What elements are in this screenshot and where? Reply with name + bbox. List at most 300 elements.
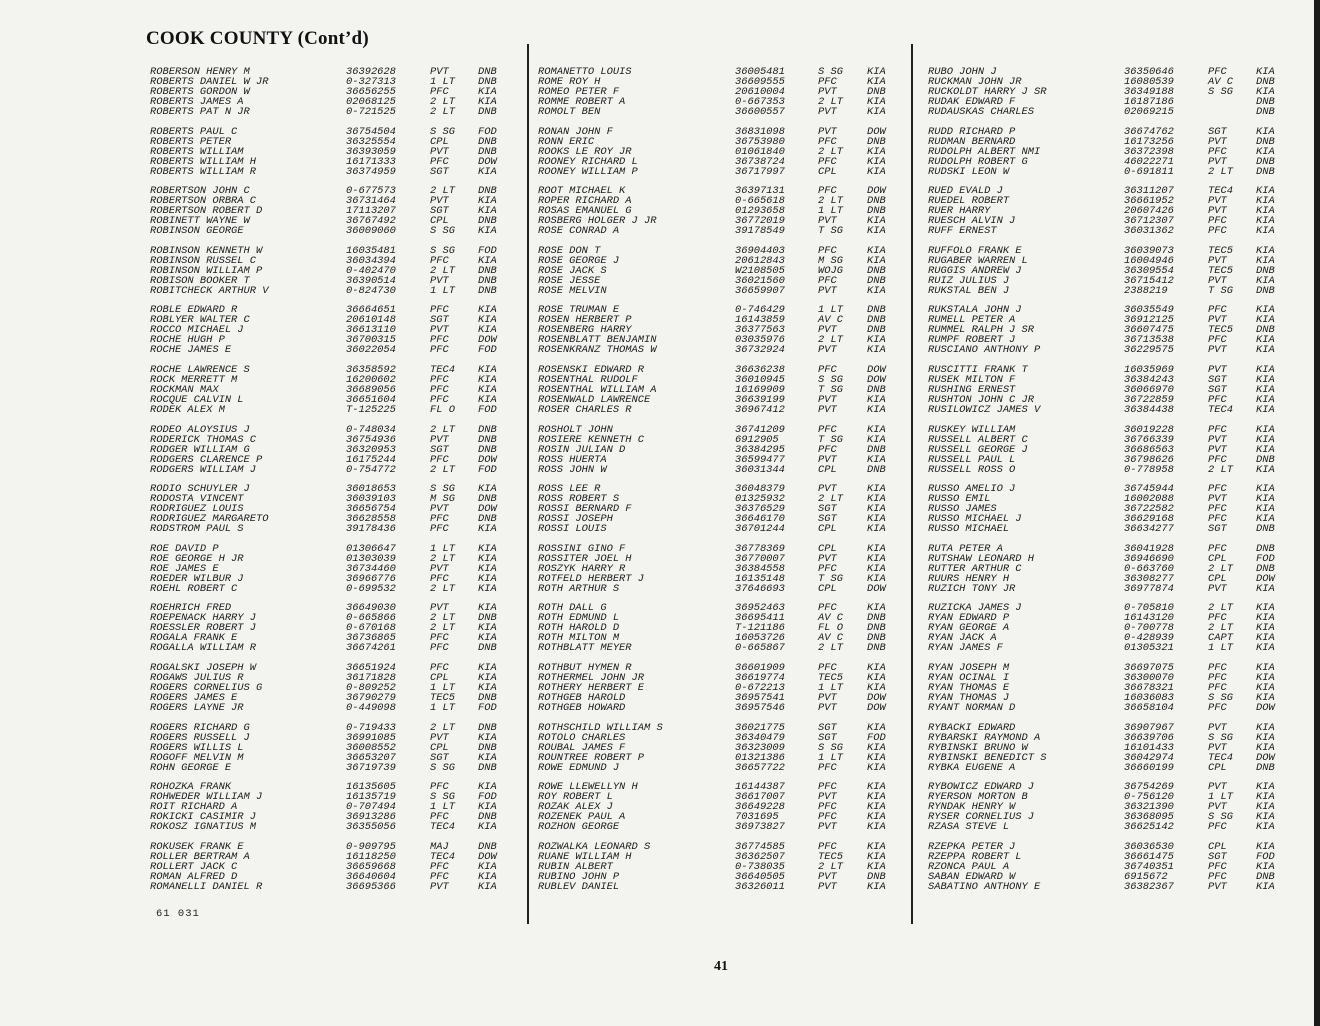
status-code: KIA <box>1256 493 1275 506</box>
soldier-name: ROGAWS JULIUS R <box>150 671 244 684</box>
rank: FL O <box>818 622 843 635</box>
soldier-name: ROLLER BERTRAM A <box>150 850 250 863</box>
soldier-name: ROBERTS WILLIAM H <box>150 155 257 168</box>
rank: T SG <box>1208 284 1233 297</box>
serial-number: 16118250 <box>346 850 396 863</box>
serial-number: 36384295 <box>735 443 785 456</box>
status-code: DNB <box>867 135 886 148</box>
rank: SGT <box>1208 850 1227 863</box>
status-code: DNB <box>867 443 886 456</box>
status-code: KIA <box>1256 582 1275 595</box>
soldier-name: ROTHBLATT MEYER <box>538 642 632 655</box>
serial-number: 16144387 <box>735 781 785 794</box>
serial-number: 36617007 <box>735 791 785 804</box>
rank: PVT <box>1208 135 1227 148</box>
serial-number: 20610004 <box>735 86 785 98</box>
serial-number: 36661475 <box>1124 850 1174 863</box>
status-code: DNB <box>478 443 497 456</box>
rank: PVT <box>818 86 837 98</box>
serial-number: 36695366 <box>346 880 396 893</box>
rank: 1 LT <box>430 801 455 814</box>
status-code: KIA <box>478 542 497 555</box>
rank: PFC <box>818 562 837 575</box>
soldier-name: ROME ROY H <box>538 76 601 88</box>
serial-number: 16035969 <box>1124 363 1174 376</box>
soldier-name: ROGERS RUSSELL J <box>150 731 250 744</box>
serial-number: 6915672 <box>1124 870 1168 883</box>
rank: CPL <box>430 215 449 228</box>
soldier-name: RUZICH TONY JR <box>928 582 1016 595</box>
rank: 1 LT <box>430 701 455 714</box>
status-code: KIA <box>1256 632 1275 645</box>
rank: PFC <box>430 661 449 674</box>
soldier-name: ROTHERY HERBERT E <box>538 681 645 694</box>
rank: TEC4 <box>1208 185 1233 198</box>
serial-number: 36325554 <box>346 135 396 148</box>
status-code: KIA <box>1256 373 1275 386</box>
status-code: DOW <box>478 850 497 863</box>
soldier-name: RUDOLPH ROBERT G <box>928 155 1028 168</box>
rank: PVT <box>818 393 837 406</box>
status-code: KIA <box>1256 363 1275 376</box>
rank: PFC <box>818 244 837 257</box>
rank: TEC4 <box>1208 403 1233 416</box>
serial-number: 01305321 <box>1124 642 1174 655</box>
status-code: KIA <box>478 165 497 178</box>
status-code: KIA <box>478 731 497 744</box>
rank: T SG <box>818 572 843 585</box>
soldier-name: RUBINO JOHN P <box>538 870 620 883</box>
serial-number: 36066970 <box>1124 383 1174 396</box>
status-code: KIA <box>1256 423 1275 436</box>
rank: S SG <box>818 741 843 754</box>
soldier-name: RUSSO MICHAEL <box>928 523 1010 536</box>
serial-number: 20607426 <box>1124 205 1174 218</box>
status-code: KIA <box>478 582 497 595</box>
status-code: DNB <box>478 811 497 824</box>
status-code: KIA <box>867 840 886 853</box>
serial-number: 0-707494 <box>346 801 396 814</box>
serial-number: 36653207 <box>346 751 396 764</box>
status-code: KIA <box>1256 721 1275 734</box>
status-code: DNB <box>1256 562 1275 575</box>
soldier-name: ROTH DALL G <box>538 602 607 615</box>
status-code: KIA <box>1256 671 1275 684</box>
status-code: DNB <box>478 135 497 148</box>
status-code: DNB <box>478 612 497 625</box>
serial-number: 0-756120 <box>1124 791 1174 804</box>
rank: PFC <box>1208 860 1227 873</box>
serial-number: 01293658 <box>735 205 785 218</box>
soldier-name: RYERSON MORTON B <box>928 791 1028 804</box>
rank: SGT <box>818 731 837 744</box>
serial-number: 39178436 <box>346 523 396 536</box>
serial-number: 36674261 <box>346 642 396 655</box>
serial-number: 36340479 <box>735 731 785 744</box>
status-code: KIA <box>867 821 886 834</box>
status-code: DNB <box>1256 453 1275 466</box>
rank: 2 LT <box>430 582 455 595</box>
status-code: DNB <box>867 324 886 337</box>
serial-number: 0-778958 <box>1124 463 1174 476</box>
soldier-name: RUESCH ALVIN J <box>928 215 1016 228</box>
serial-number: 36309554 <box>1124 264 1174 277</box>
soldier-name: RODGERS CLARENCE P <box>150 453 263 466</box>
serial-number: 20612843 <box>735 254 785 267</box>
serial-number: 36719739 <box>346 761 396 774</box>
status-code: KIA <box>867 155 886 168</box>
serial-number: 0-327313 <box>346 76 396 88</box>
soldier-name: ROSE DON T <box>538 244 601 257</box>
soldier-name: RUMMEL RALPH J SR <box>928 324 1035 337</box>
soldier-name: ROSENSKI EDWARD R <box>538 363 645 376</box>
page-number: 41 <box>714 959 728 974</box>
soldier-name: RUDAK EDWARD F <box>928 96 1016 108</box>
rank: S SG <box>430 125 455 138</box>
rank: PVT <box>1208 205 1227 218</box>
rank: TEC5 <box>430 691 455 704</box>
soldier-name: ROSENKRANZ THOMAS W <box>538 344 657 357</box>
status-code: DOW <box>478 155 497 168</box>
rank: PFC <box>430 870 449 883</box>
soldier-name: RUZICKA JAMES J <box>928 602 1022 615</box>
soldier-name: ROCCO MICHAEL J <box>150 324 244 337</box>
serial-number: 0-670168 <box>346 622 396 635</box>
soldier-name: RUBLEV DANIEL <box>538 880 620 893</box>
status-code: KIA <box>867 215 886 228</box>
soldier-name: RYAN OCINAL I <box>928 671 1010 684</box>
status-code: KIA <box>1256 314 1275 327</box>
rank: S SG <box>430 225 455 238</box>
serial-number: 36042974 <box>1124 751 1174 764</box>
serial-number: 36713538 <box>1124 334 1174 347</box>
rank: PVT <box>430 145 449 158</box>
status-code: KIA <box>867 562 886 575</box>
soldier-name: RUKSTAL BEN J <box>928 284 1010 297</box>
soldier-name: ROSSITER JOEL H <box>538 552 632 565</box>
status-code: KIA <box>1256 443 1275 456</box>
soldier-name: RODRIGUEZ MARGARETO <box>150 513 269 526</box>
rank: PVT <box>818 483 837 496</box>
rank: PVT <box>1208 314 1227 327</box>
soldier-name: RODERICK THOMAS C <box>150 433 257 446</box>
serial-number: 36774585 <box>735 840 785 853</box>
rank: PFC <box>430 523 449 536</box>
serial-number: 01325932 <box>735 493 785 506</box>
rank: PFC <box>430 373 449 386</box>
status-code: KIA <box>1256 304 1275 317</box>
soldier-name: ROBERTS PETER <box>150 135 232 148</box>
serial-number: 36754504 <box>346 125 396 138</box>
serial-number: 36646170 <box>735 513 785 526</box>
status-code: FOD <box>867 731 886 744</box>
soldier-name: ROWE EDMUND J <box>538 761 620 774</box>
soldier-name: ROBERTSON JOHN C <box>150 185 250 198</box>
rank: CPL <box>430 741 449 754</box>
status-code: KIA <box>1256 483 1275 496</box>
soldier-name: RODOSTA VINCENT <box>150 493 244 506</box>
soldier-name: ROCHE HUGH P <box>150 334 225 347</box>
rank: PVT <box>1208 880 1227 893</box>
rank: PFC <box>430 393 449 406</box>
rank: PFC <box>1208 66 1227 78</box>
rank: PVT <box>1208 582 1227 595</box>
status-code: KIA <box>867 661 886 674</box>
status-code: KIA <box>1256 811 1275 824</box>
scan-edge <box>1314 0 1320 1026</box>
serial-number: 36368095 <box>1124 811 1174 824</box>
soldier-name: ROSSINI GINO F <box>538 542 626 555</box>
serial-number: 36904403 <box>735 244 785 257</box>
rank: CPL <box>1208 761 1227 774</box>
serial-number: 36697075 <box>1124 661 1174 674</box>
soldier-name: ROGERS WILLIS L <box>150 741 244 754</box>
status-code: DNB <box>1256 264 1275 277</box>
rank: TEC4 <box>1208 751 1233 764</box>
rank: PFC <box>430 383 449 396</box>
serial-number: 36651924 <box>346 661 396 674</box>
soldier-name: ROTOLO CHARLES <box>538 731 626 744</box>
serial-number: 36754936 <box>346 433 396 446</box>
rank: CPL <box>818 542 837 555</box>
serial-number: 17113207 <box>346 205 396 218</box>
status-code: DNB <box>867 383 886 396</box>
serial-number: 36384558 <box>735 562 785 575</box>
status-code: KIA <box>478 483 497 496</box>
status-code: DNB <box>867 86 886 98</box>
serial-number: 36035549 <box>1124 304 1174 317</box>
rank: PFC <box>430 860 449 873</box>
soldier-name: RUTTER ARTHUR C <box>928 562 1022 575</box>
soldier-name: RYAN GEORGE A <box>928 622 1010 635</box>
rank: CPL <box>818 165 837 178</box>
status-code: DNB <box>867 612 886 625</box>
rank: PVT <box>430 602 449 615</box>
status-code: DOW <box>867 373 886 386</box>
rank: PVT <box>1208 363 1227 376</box>
soldier-name: ROOT MICHAEL K <box>538 185 626 198</box>
rank: 1 LT <box>818 751 843 764</box>
status-code: DNB <box>478 106 497 118</box>
soldier-name: ROKICKI CASIMIR J <box>150 811 257 824</box>
serial-number: 0-754772 <box>346 463 396 476</box>
soldier-name: RODRIGUEZ LOUIS <box>150 503 244 516</box>
status-code: KIA <box>867 334 886 347</box>
soldier-name: RUGABER WARREN L <box>928 254 1028 267</box>
status-code: KIA <box>478 363 497 376</box>
serial-number: 36619774 <box>735 671 785 684</box>
soldier-name: RUSCIANO ANTHONY P <box>928 344 1041 357</box>
serial-number: 36973827 <box>735 821 785 834</box>
soldier-name: ROGALA FRANK E <box>150 632 238 645</box>
status-code: DNB <box>1256 284 1275 297</box>
soldier-name: ROBERTS DANIEL W JR <box>150 76 269 88</box>
column-divider-left <box>527 44 529 924</box>
serial-number: 36022054 <box>346 344 396 357</box>
rank: PFC <box>1208 612 1227 625</box>
serial-number: 36323009 <box>735 741 785 754</box>
rank: S SG <box>430 791 455 804</box>
status-code: KIA <box>1256 125 1275 138</box>
soldier-name: ROSS LEE R <box>538 483 601 496</box>
status-code: KIA <box>1256 225 1275 238</box>
rank: 2 LT <box>1208 562 1233 575</box>
rank: 1 LT <box>430 681 455 694</box>
soldier-name: ROUNTREE ROBERT P <box>538 751 645 764</box>
status-code: DNB <box>1256 106 1275 118</box>
status-code: KIA <box>478 86 497 98</box>
status-code: KIA <box>478 304 497 317</box>
rank: 2 LT <box>1208 602 1233 615</box>
serial-number: 36678321 <box>1124 681 1174 694</box>
soldier-name: ROKUSEK FRANK E <box>150 840 244 853</box>
status-code: KIA <box>867 542 886 555</box>
status-code: DNB <box>1256 165 1275 178</box>
rank: PFC <box>818 155 837 168</box>
soldier-name: RUIZ JULIUS J <box>928 274 1010 287</box>
soldier-name: ROBERTS PAT N JR <box>150 106 250 118</box>
status-code: KIA <box>867 145 886 158</box>
serial-number: 01321386 <box>735 751 785 764</box>
soldier-name: ROEDER WILBUR J <box>150 572 244 585</box>
soldier-name: RUDMAN BERNARD <box>928 135 1016 148</box>
serial-number: 36018653 <box>346 483 396 496</box>
soldier-name: RUSSO MICHAEL J <box>928 513 1022 526</box>
status-code: KIA <box>867 811 886 824</box>
soldier-name: ROTH ARTHUR S <box>538 582 620 595</box>
rank: S SG <box>1208 811 1233 824</box>
status-code: KIA <box>867 225 886 238</box>
status-code: DNB <box>867 264 886 277</box>
serial-number: 36967412 <box>735 403 785 416</box>
rank: CPL <box>818 463 837 476</box>
status-code: KIA <box>1256 781 1275 794</box>
rank: PVT <box>1208 741 1227 754</box>
soldier-name: ROBINSON RUSSEL C <box>150 254 257 267</box>
soldier-name: RUBIN ALBERT <box>538 860 613 873</box>
serial-number: 36308277 <box>1124 572 1174 585</box>
soldier-name: RZASA STEVE L <box>928 821 1010 834</box>
rank: PVT <box>1208 443 1227 456</box>
rank: 1 LT <box>430 542 455 555</box>
serial-number: 36390514 <box>346 274 396 287</box>
rank: 2 LT <box>818 642 843 655</box>
serial-number: 36912125 <box>1124 314 1174 327</box>
status-code: DNB <box>478 215 497 228</box>
soldier-name: ROBINSON GEORGE <box>150 225 244 238</box>
status-code: KIA <box>867 244 886 257</box>
soldier-name: RUMPF ROBERT J <box>928 334 1016 347</box>
serial-number: 36008552 <box>346 741 396 754</box>
serial-number: 36019228 <box>1124 423 1174 436</box>
status-code: DNB <box>1256 324 1275 337</box>
soldier-name: ROBITCHECK ARTHUR V <box>150 284 269 297</box>
soldier-name: ROSIN JULIAN D <box>538 443 626 456</box>
soldier-name: ROZENEK PAUL A <box>538 811 626 824</box>
soldier-name: ROSS HUERTA <box>538 453 607 466</box>
rank: PVT <box>430 433 449 446</box>
soldier-name: ROGERS JAMES E <box>150 691 238 704</box>
status-code: KIA <box>867 721 886 734</box>
rank: PFC <box>1208 453 1227 466</box>
rank: S SG <box>1208 86 1233 98</box>
rank: PFC <box>430 453 449 466</box>
serial-number: 20610148 <box>346 314 396 327</box>
status-code: KIA <box>1256 801 1275 814</box>
rank: PFC <box>430 334 449 347</box>
rank: TEC5 <box>818 850 843 863</box>
serial-number: 16036083 <box>1124 691 1174 704</box>
rank: 2 LT <box>818 860 843 873</box>
status-code: DNB <box>867 195 886 208</box>
rank: PVT <box>430 880 449 893</box>
serial-number: 39178549 <box>735 225 785 238</box>
serial-number: 36659668 <box>346 860 396 873</box>
soldier-name: ROHOZKA FRANK <box>150 781 232 794</box>
serial-number: 0-665867 <box>735 642 785 655</box>
soldier-name: RYBARSKI RAYMOND A <box>928 731 1041 744</box>
serial-number: 36657722 <box>735 761 785 774</box>
rank: PVT <box>430 324 449 337</box>
soldier-name: ROHN GEORGE E <box>150 761 232 774</box>
rank: SGT <box>430 751 449 764</box>
soldier-name: ROSHOLT JOHN <box>538 423 613 436</box>
serial-number: 36946690 <box>1124 552 1174 565</box>
rank: PFC <box>430 304 449 317</box>
status-code: KIA <box>478 96 497 108</box>
status-code: KIA <box>1256 791 1275 804</box>
serial-number: 16135719 <box>346 791 396 804</box>
soldier-name: ROGOFF MELVIN M <box>150 751 244 764</box>
status-code: DNB <box>478 433 497 446</box>
soldier-name: RUFF ERNEST <box>928 225 997 238</box>
rank: SGT <box>818 721 837 734</box>
soldier-name: RONAN JOHN F <box>538 125 613 138</box>
serial-number: 01306647 <box>346 542 396 555</box>
status-code: DNB <box>867 622 886 635</box>
status-code: KIA <box>478 801 497 814</box>
serial-number: 36660199 <box>1124 761 1174 774</box>
status-code: DNB <box>867 632 886 645</box>
soldier-name: RUDSKI LEON W <box>928 165 1010 178</box>
rank: PFC <box>430 572 449 585</box>
rank: 1 LT <box>430 76 455 88</box>
status-code: DNB <box>478 66 497 78</box>
status-code: DNB <box>478 493 497 506</box>
soldier-name: ROY ROBERT L <box>538 791 613 804</box>
soldier-name: RZEPKA PETER J <box>928 840 1016 853</box>
serial-number: 36376529 <box>735 503 785 516</box>
status-code: KIA <box>867 403 886 416</box>
status-code: KIA <box>478 225 497 238</box>
serial-number: 0-428939 <box>1124 632 1174 645</box>
serial-number: 36952463 <box>735 602 785 615</box>
rank: T SG <box>818 225 843 238</box>
rank: CPL <box>818 582 837 595</box>
soldier-name: ROSSI LOUIS <box>538 523 607 536</box>
status-code: DNB <box>478 185 497 198</box>
soldier-name: ROGERS LAYNE JR <box>150 701 244 714</box>
serial-number: 36640604 <box>346 870 396 883</box>
status-code: KIA <box>1256 403 1275 416</box>
rank: PVT <box>1208 433 1227 446</box>
soldier-name: ROCQUE CALVIN L <box>150 393 244 406</box>
rank: PFC <box>818 274 837 287</box>
serial-number: 02068125 <box>346 96 396 108</box>
serial-number: 0-691811 <box>1124 165 1174 178</box>
serial-number: 02069215 <box>1124 106 1174 118</box>
serial-number: 36392628 <box>346 66 396 78</box>
